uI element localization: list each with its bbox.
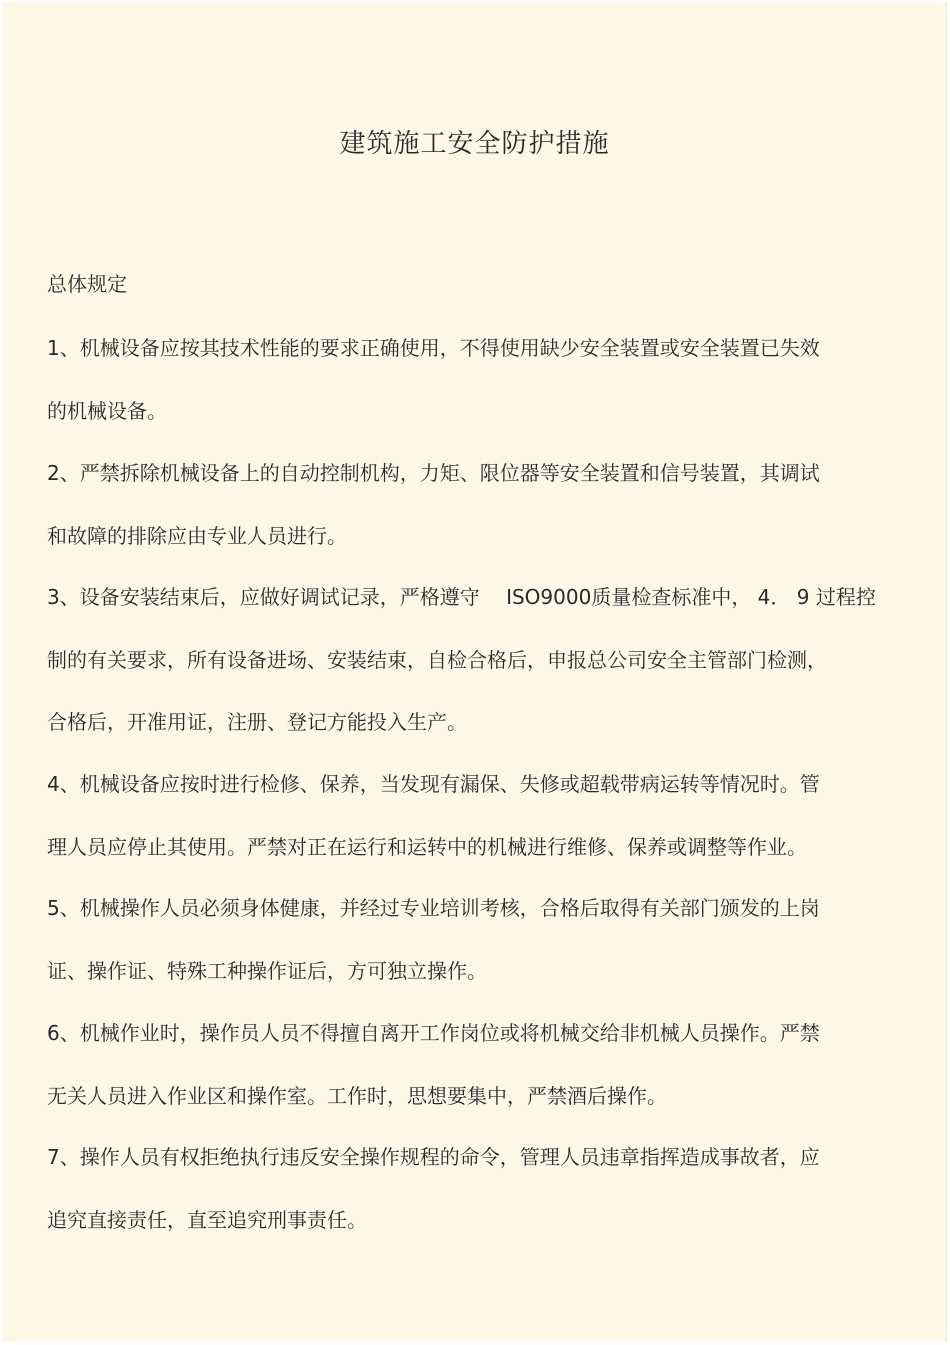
paragraph-7: [47, 1126, 907, 1251]
paragraph-5: [47, 877, 907, 1002]
paragraph-line: 和故障的排除应由专业人员进行。: [47, 523, 347, 548]
paragraph-line: 追究直接责任，直至追究刑事责任。: [47, 1207, 367, 1232]
paragraph-2: [47, 442, 907, 567]
paragraph-line: 的机械设备。: [47, 398, 167, 423]
paragraph-line: 合格后，开准用证，注册、登记方能投入生产。: [47, 710, 467, 734]
paragraph-line: 1、机械设备应按其技术性能的要求正确使用，不得使用缺少安全装置或安全装置已失效: [47, 336, 820, 360]
paragraph-line: 5、机械操作人员必须身体健康，并经过专业培训考核，合格后取得有关部门颁发的上岗: [47, 896, 820, 920]
paragraph-4: [47, 753, 907, 878]
paragraph-6: [47, 1002, 907, 1127]
document-page: [2, 2, 947, 1342]
paragraph-line: 理人员应停止其使用。严禁对正在运行和运转中的机械进行维修、保养或调整等作业。: [47, 834, 807, 859]
paragraph-1: [47, 317, 907, 442]
document-content: [2, 2, 947, 1342]
section-heading: 总体规定: [47, 272, 127, 296]
paragraph-line: 证、操作证、特殊工种操作证后，方可独立操作。: [47, 958, 487, 983]
paragraph-line: 2、严禁拆除机械设备上的自动控制机构，力矩、限位器等安全装置和信号装置，其调试: [47, 461, 820, 485]
paragraph-line: 制的有关要求，所有设备进场、安装结束，自检合格后，申报总公司安全主管部门检测，: [47, 647, 827, 672]
paragraph-line: 4、机械设备应按时进行检修、保养，当发现有漏保、失修或超载带病运转等情况时。管: [47, 772, 820, 796]
paragraph-line: 7、操作人员有权拒绝执行违反安全操作规程的命令，管理人员违章指挥造成事故者，应: [47, 1145, 820, 1169]
paragraph-line: 3、设备安装结束后，应做好调试记录，严格遵守 ISO9000质量检查标准中， 4． 9 过程控: [47, 585, 876, 609]
paragraph-line: 6、机械作业时，操作员人员不得擅自离开工作岗位或将机械交给非机械人员操作。严禁: [47, 1021, 820, 1045]
document-title: 建筑施工安全防护措施: [339, 129, 610, 159]
paragraph-3: [47, 566, 907, 754]
paragraph-line: 无关人员进入作业区和操作室。工作时，思想要集中，严禁酒后操作。: [47, 1083, 667, 1108]
